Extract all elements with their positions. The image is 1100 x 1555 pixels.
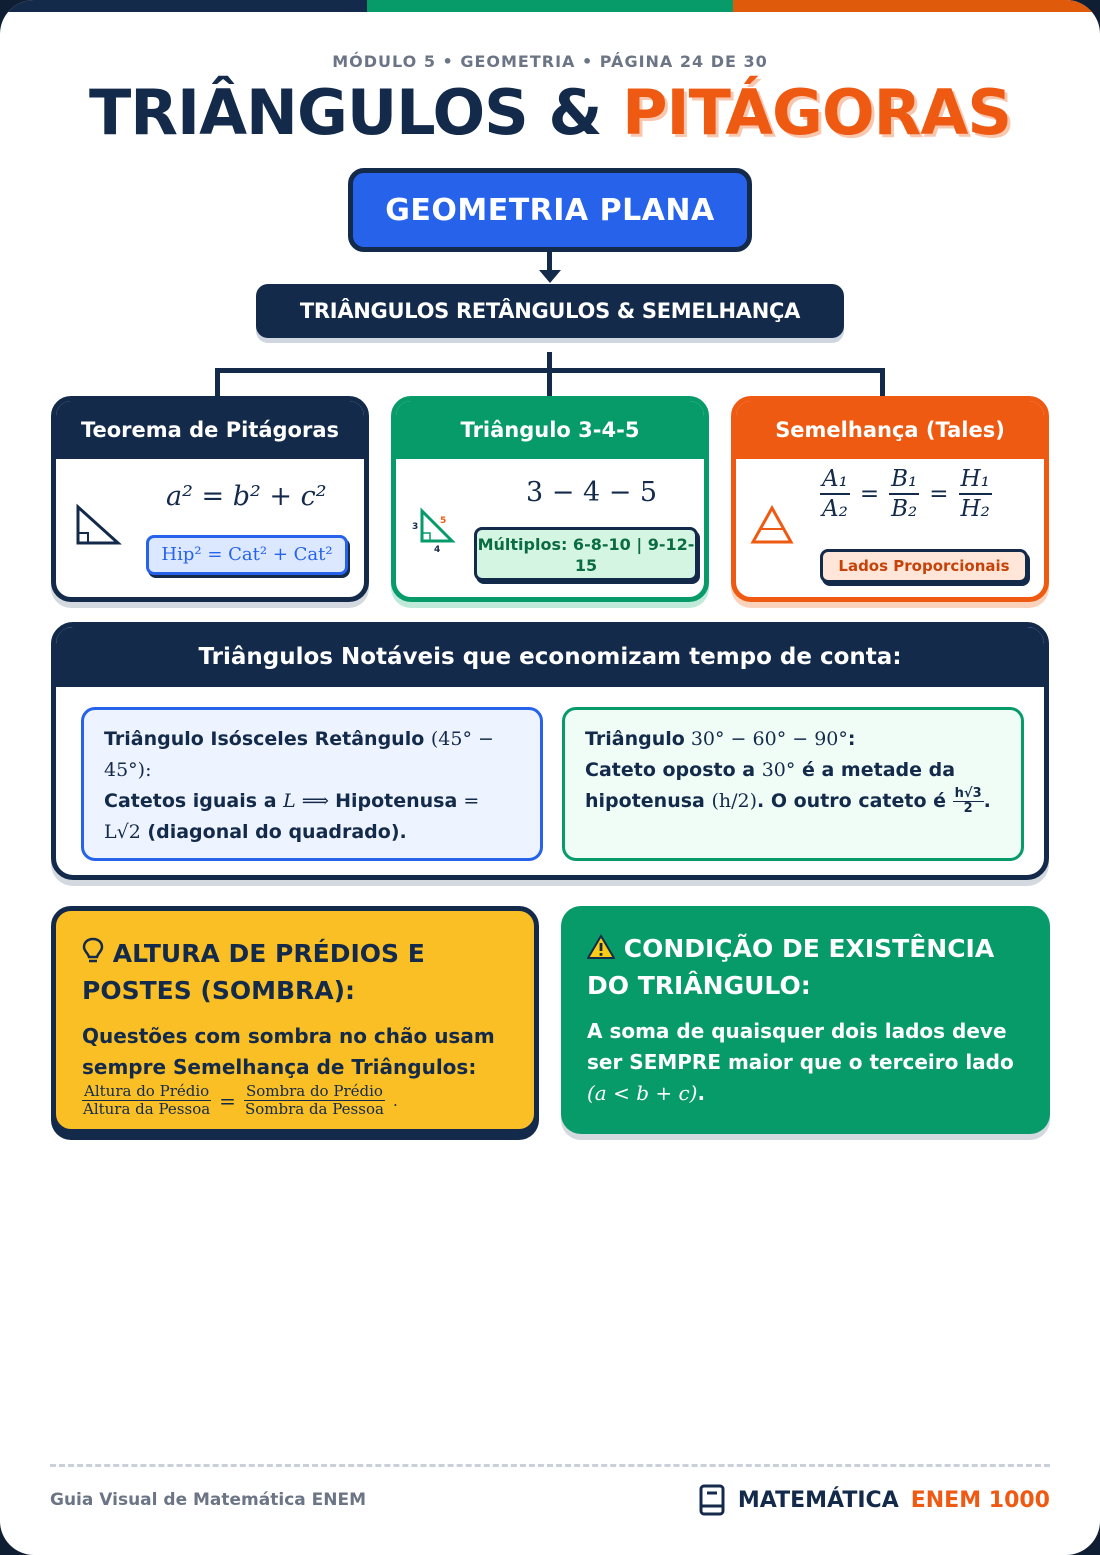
- altura-ratio: [82, 1083, 508, 1118]
- notable-triangles-panel: [51, 622, 1049, 880]
- lightbulb-icon: [82, 936, 104, 966]
- isosceles-angles: (45° − 45°):: [104, 728, 494, 781]
- 30-60-90-box: [562, 707, 1024, 861]
- notable-title: Triângulos Notáveis que economizam tempo de conta:: [56, 627, 1044, 687]
- equals-sign: =: [457, 790, 480, 812]
- hypotenuse-label: Hipotenusa: [335, 790, 458, 812]
- brand-name: MATEMÁTICA: [737, 1487, 899, 1513]
- card-title: Teorema de Pitágoras: [56, 401, 364, 459]
- equals-sign: =: [219, 1088, 236, 1113]
- connector-right: [880, 368, 885, 396]
- top-color-bar: [0, 0, 1100, 12]
- frac-num: h√3: [954, 786, 982, 801]
- h-over-2: (h/2): [711, 790, 758, 812]
- angle-30: 30°: [761, 759, 796, 781]
- diagonal-note: (diagonal do quadrado).: [140, 821, 407, 843]
- isosceles-box: [81, 707, 543, 861]
- frac-num: B₁: [889, 465, 919, 495]
- card-tales: [731, 396, 1049, 602]
- triangle-345-icon: [410, 503, 460, 553]
- isosceles-line2: Catetos iguais a: [104, 790, 284, 812]
- period: .: [392, 1091, 398, 1110]
- connector-horizontal: [215, 368, 885, 373]
- var-l: L: [283, 790, 296, 812]
- pythagoras-formula: a² = b² + c²: [166, 481, 327, 512]
- frac-num: H₁: [959, 465, 992, 495]
- period: .: [697, 1081, 706, 1105]
- tales-formula: [820, 465, 992, 523]
- condicao-box: [561, 906, 1050, 1134]
- subtopic-node: TRIÂNGULOS RETÂNGULOS & SEMELHANÇA: [256, 284, 844, 338]
- right-triangle-icon: [74, 503, 122, 547]
- implies-arrow: ⟹: [295, 790, 336, 812]
- 345-formula: 3 − 4 − 5: [526, 477, 658, 508]
- brand-accent: ENEM 1000: [910, 1487, 1050, 1513]
- frac-den: Altura da Pessoa: [82, 1100, 211, 1118]
- colon: :: [847, 728, 856, 750]
- trinta-line2-b: é a metade da: [795, 759, 956, 781]
- card-title: Triângulo 3-4-5: [396, 401, 704, 459]
- equals-sign: =: [859, 481, 880, 507]
- side-label: 3: [412, 522, 419, 532]
- frac-den: Sombra da Pessoa: [244, 1100, 384, 1118]
- page-title: [0, 76, 1100, 149]
- root-node: GEOMETRIA PLANA: [348, 168, 752, 252]
- frac-num: Sombra do Prédio: [245, 1082, 383, 1100]
- trinta-angles: 30° − 60° − 90°: [684, 728, 848, 750]
- inequality: (a < b + c): [587, 1081, 698, 1105]
- proportional-chip: Lados Proporcionais: [820, 549, 1028, 583]
- card-345: [391, 396, 709, 602]
- trinta-lead: Triângulo: [585, 728, 685, 750]
- card-title: Semelhança (Tales): [736, 401, 1044, 459]
- book-icon: [698, 1484, 726, 1516]
- side-label: 4: [434, 545, 441, 553]
- footer-divider: [50, 1464, 1050, 1467]
- isosceles-lead: Triângulo Isósceles Retângulo: [104, 728, 425, 750]
- trinta-line2: Cateto oposto a: [585, 759, 762, 781]
- altura-box: [51, 906, 539, 1134]
- hip-cat-chip: Hip² = Cat² + Cat²: [146, 535, 348, 575]
- l-root-2: L√2: [104, 821, 141, 843]
- condicao-text: A soma de quaisquer dois lados deve ser SEMPRE maior que o terceiro lado: [587, 1019, 1014, 1074]
- footer-guide: Guia Visual de Matemática ENEM: [50, 1490, 367, 1510]
- altura-text: Questões com sombra no chão usam sempre Semelhança de Triângulos:: [82, 1024, 495, 1079]
- period: .: [983, 790, 991, 812]
- frac-den: B₂: [891, 496, 918, 522]
- trinta-line3: hipotenusa: [585, 790, 712, 812]
- trinta-line3-b: . O outro cateto é: [757, 790, 953, 812]
- frac-den: H₂: [960, 496, 990, 522]
- equals-sign: =: [929, 481, 949, 507]
- card-pitagoras: [51, 396, 369, 602]
- condicao-title: CONDIÇÃO DE EXISTÊNCIA DO TRIÂNGULO:: [587, 934, 995, 1000]
- arrow-down-icon: [539, 270, 561, 284]
- triangle-outline-icon: [750, 505, 794, 545]
- footer-brand: [698, 1484, 1050, 1516]
- h-root3-fraction: [953, 787, 984, 816]
- connector-center: [547, 352, 552, 396]
- altura-title: ALTURA DE PRÉDIOS E POSTES (SOMBRA):: [82, 939, 425, 1005]
- connector-left: [215, 368, 220, 396]
- multiples-chip: Múltiplos: 6-8-10 | 9-12-15: [474, 527, 698, 581]
- frac-den: A₂: [822, 496, 848, 522]
- warning-icon: [587, 934, 615, 960]
- frac-den: 2: [963, 801, 973, 816]
- frac-num: Altura do Prédio: [84, 1082, 210, 1100]
- module-kicker: MÓDULO 5 • GEOMETRIA • PÁGINA 24 DE 30: [332, 52, 768, 71]
- title-accent: PITÁGORAS: [622, 76, 1012, 149]
- title-main: TRIÂNGULOS &: [88, 76, 623, 149]
- side-label: 5: [440, 516, 447, 526]
- frac-num: A₁: [820, 465, 850, 495]
